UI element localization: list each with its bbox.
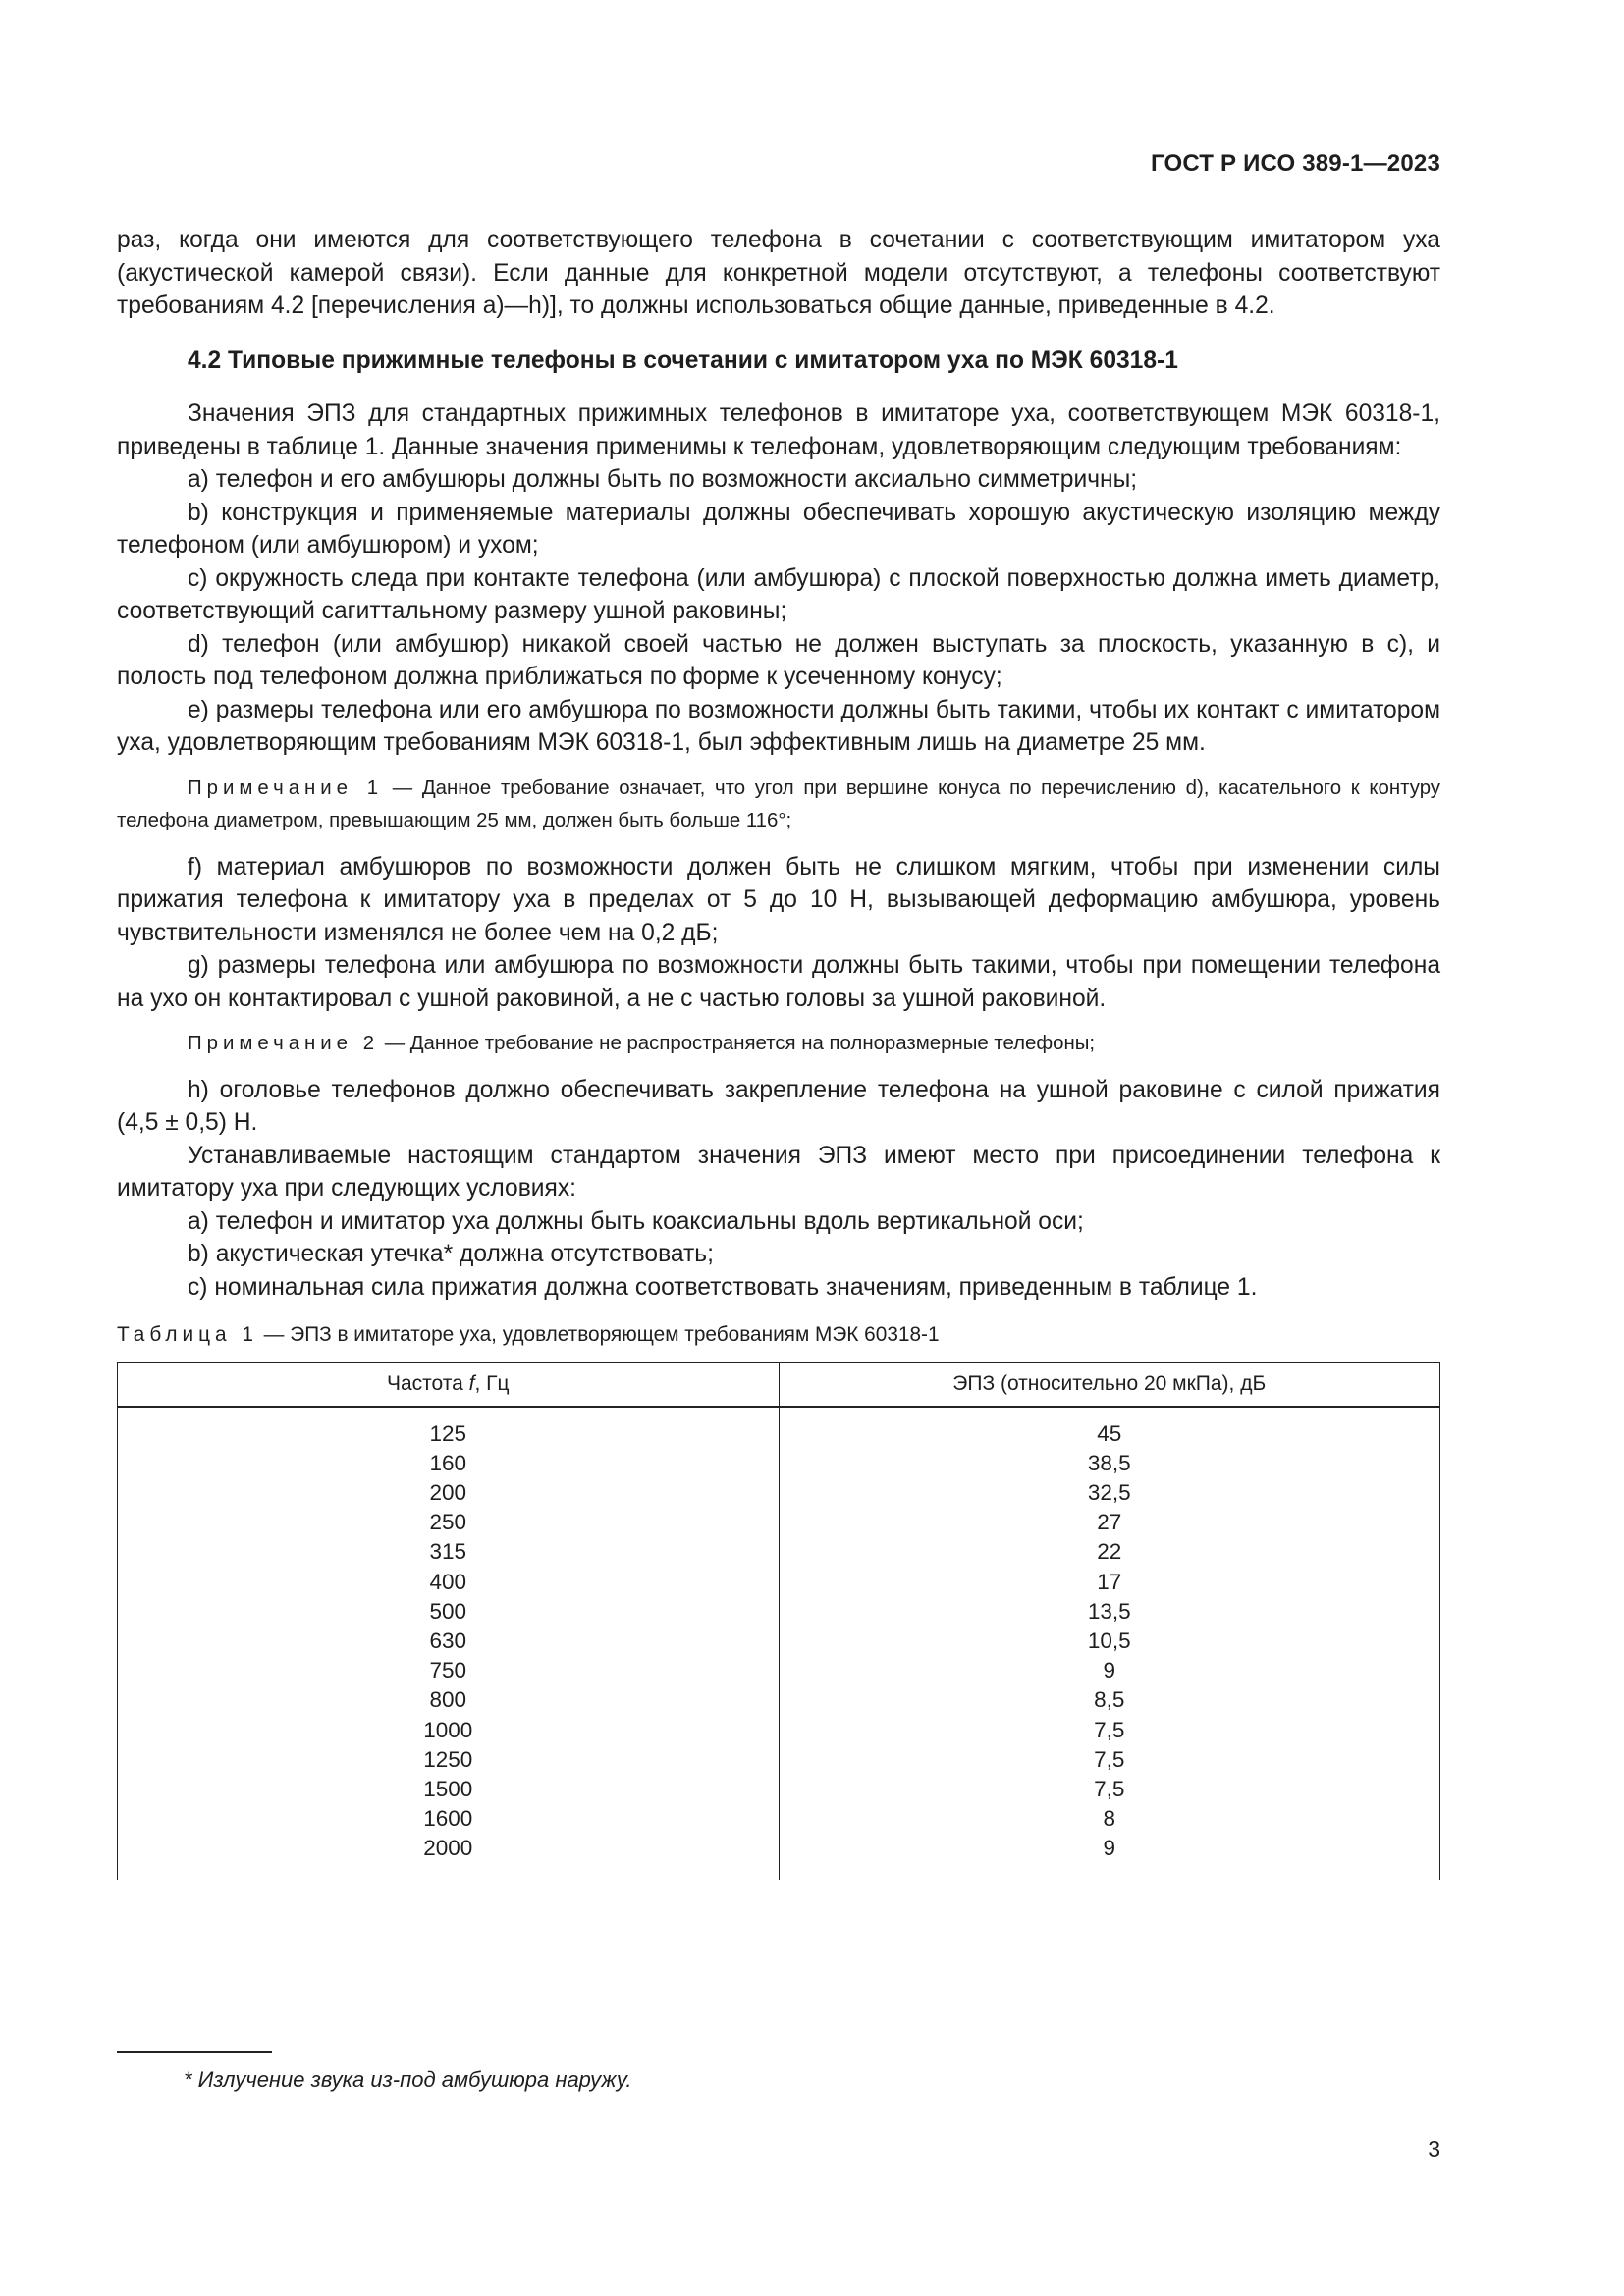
spl-cell: 9 [779, 1656, 1440, 1685]
column-header-spl: ЭПЗ (относительно 20 мкПа), дБ [779, 1362, 1440, 1407]
frequency-cell: 315 [118, 1537, 780, 1567]
table-row [118, 1656, 1440, 1685]
spl-cell: 8,5 [779, 1685, 1440, 1715]
spl-cell: 27 [779, 1508, 1440, 1537]
table-row [118, 1449, 1440, 1478]
frequency-cell: 125 [118, 1407, 780, 1449]
note-label: Примечание 2 [188, 1033, 380, 1054]
list-item-c: c) окружность следа при контакте телефона (или амбушюра) с плоской поверхностью должна иметь диаметр, соответствующий сагиттальному размеру ушной раковины; [117, 564, 1440, 624]
table-row [118, 1568, 1440, 1597]
column-header-frequency: Частота f, Гц [118, 1362, 780, 1407]
list-item-a: a) телефон и его амбушюры должны быть по возможности аксиально симметричны; [188, 466, 1138, 493]
table-row [118, 1478, 1440, 1508]
footnote-rule [117, 2051, 272, 2053]
list-item-h: h) оголовье телефонов должно обеспечивать закрепление телефона на ушной раковине с силой прижатия (4,5 ± 0,5) Н. [117, 1076, 1440, 1136]
table-row [118, 1745, 1440, 1775]
table-row [118, 1508, 1440, 1537]
list-item-g: g) размеры телефона или амбушюра по возможности должны быть такими, чтобы при помещении телефона на ухо он контактировал с ушной раковиной, а не с частью головы за ушной раковиной. [117, 952, 1440, 1012]
condition-a: a) телефон и имитатор уха должны быть коаксиальны вдоль вертикальной оси; [188, 1207, 1084, 1235]
list-item-e: e) размеры телефона или его амбушюра по возможности должны быть такими, чтобы их контакт с имитатором уха, удовлетворяющим требованиям МЭК 60318-1, был эффективным лишь на диаметре 25 мм. [117, 696, 1440, 756]
document-body [117, 224, 1440, 1880]
table-row [118, 1804, 1440, 1834]
condition-c: c) номинальная сила прижатия должна соответствовать значениям, приведенным в таблице 1. [188, 1273, 1258, 1301]
spl-cell: 9 [779, 1834, 1440, 1879]
page-number: 3 [1428, 2136, 1440, 2162]
frequency-cell: 1250 [118, 1745, 780, 1775]
document-id: ГОСТ Р ИСО 389-1—2023 [1151, 150, 1440, 177]
spl-cell: 17 [779, 1568, 1440, 1597]
spl-cell: 10,5 [779, 1627, 1440, 1656]
intro-paragraph: раз, когда они имеются для соответствующего телефона в сочетании с соответствующим имитатором уха (акустической камерой связи). Если данные для конкретной модели отсутствуют, а телефоны соответствуют требованиям 4.2 [перечисления a)—h)], то должны использоваться общие данные, приведенные в 4.2. [117, 227, 1440, 319]
table-caption-text: — ЭПЗ в имитаторе уха, удовлетворяющем требованиям МЭК 60318-1 [257, 1323, 940, 1346]
frequency-cell: 800 [118, 1685, 780, 1715]
spl-table [117, 1362, 1440, 1880]
condition-b: b) акустическая утечка* должна отсутствовать; [188, 1241, 714, 1267]
note-1 [117, 773, 1440, 838]
frequency-cell: 1000 [118, 1716, 780, 1745]
spl-cell: 45 [779, 1407, 1440, 1449]
list-item-f: f) материал амбушюров по возможности должен быть не слишком мягким, чтобы при изменении силы прижатия телефона к имитатору уха в пределах от 5 до 10 Н, вызывающей деформацию амбушюра, уровень чувствительности изменялся не более чем на 0,2 дБ; [117, 853, 1440, 946]
table-row [118, 1716, 1440, 1745]
table-row [118, 1834, 1440, 1879]
document-page [117, 0, 1440, 2296]
frequency-cell: 1500 [118, 1775, 780, 1804]
footnote: * Излучение звука из-под амбушюра наружу. [184, 2067, 632, 2092]
table-row [118, 1407, 1440, 1449]
note-text: — Данное требование означает, что угол при вершине конуса по перечислению d), касательного к контуру телефона диаметром, превышающим 25 мм, должен быть больше 116°; [117, 776, 1440, 831]
table-row [118, 1537, 1440, 1567]
note-text: — Данное требование не распространяется на полноразмерные телефоны; [379, 1033, 1096, 1054]
section-heading: 4.2 Типовые прижимные телефоны в сочетании с имитатором уха по МЭК 60318-1 [188, 347, 1178, 374]
frequency-cell: 750 [118, 1656, 780, 1685]
spl-cell: 7,5 [779, 1775, 1440, 1804]
spl-cell: 38,5 [779, 1449, 1440, 1478]
frequency-cell: 630 [118, 1627, 780, 1656]
list-item-d: d) телефон (или амбушюр) никакой своей частью не должен выступать за плоскость, указанную в c), и полость под телефоном должна приближаться по форме к усеченному конусу; [117, 630, 1440, 690]
frequency-cell: 500 [118, 1597, 780, 1627]
spl-cell: 7,5 [779, 1716, 1440, 1745]
spl-cell: 22 [779, 1537, 1440, 1567]
spl-cell: 7,5 [779, 1745, 1440, 1775]
spl-cell: 8 [779, 1804, 1440, 1834]
spl-cell: 32,5 [779, 1478, 1440, 1508]
frequency-cell: 250 [118, 1508, 780, 1537]
frequency-cell: 200 [118, 1478, 780, 1508]
list-item-b: b) конструкция и применяемые материалы должны обеспечивать хорошую акустическую изоляцию между телефоном (или амбушюром) и ухом; [117, 499, 1440, 559]
table-caption [117, 1318, 1440, 1352]
frequency-cell: 2000 [118, 1834, 780, 1879]
table-caption-label: Таблица 1 [117, 1323, 258, 1346]
table-row [118, 1775, 1440, 1804]
table-row [118, 1597, 1440, 1627]
table-row [118, 1685, 1440, 1715]
spl-cell: 13,5 [779, 1597, 1440, 1627]
table-header-row [118, 1362, 1440, 1407]
paragraph: Значения ЭПЗ для стандартных прижимных телефонов в имитаторе уха, соответствующем МЭК 60318-1, приведены в таблице 1. Данные значения применимы к телефонам, удовлетворяющим следующим требованиям: [117, 400, 1440, 460]
paragraph: Устанавливаемые настоящим стандартом значения ЭПЗ имеют место при присоединении телефона к имитатору уха при следующих условиях: [117, 1142, 1440, 1201]
frequency-cell: 400 [118, 1568, 780, 1597]
frequency-cell: 1600 [118, 1804, 780, 1834]
table-row [118, 1627, 1440, 1656]
note-2 [117, 1028, 1440, 1061]
frequency-cell: 160 [118, 1449, 780, 1478]
note-label: Примечание 1 [188, 776, 384, 799]
